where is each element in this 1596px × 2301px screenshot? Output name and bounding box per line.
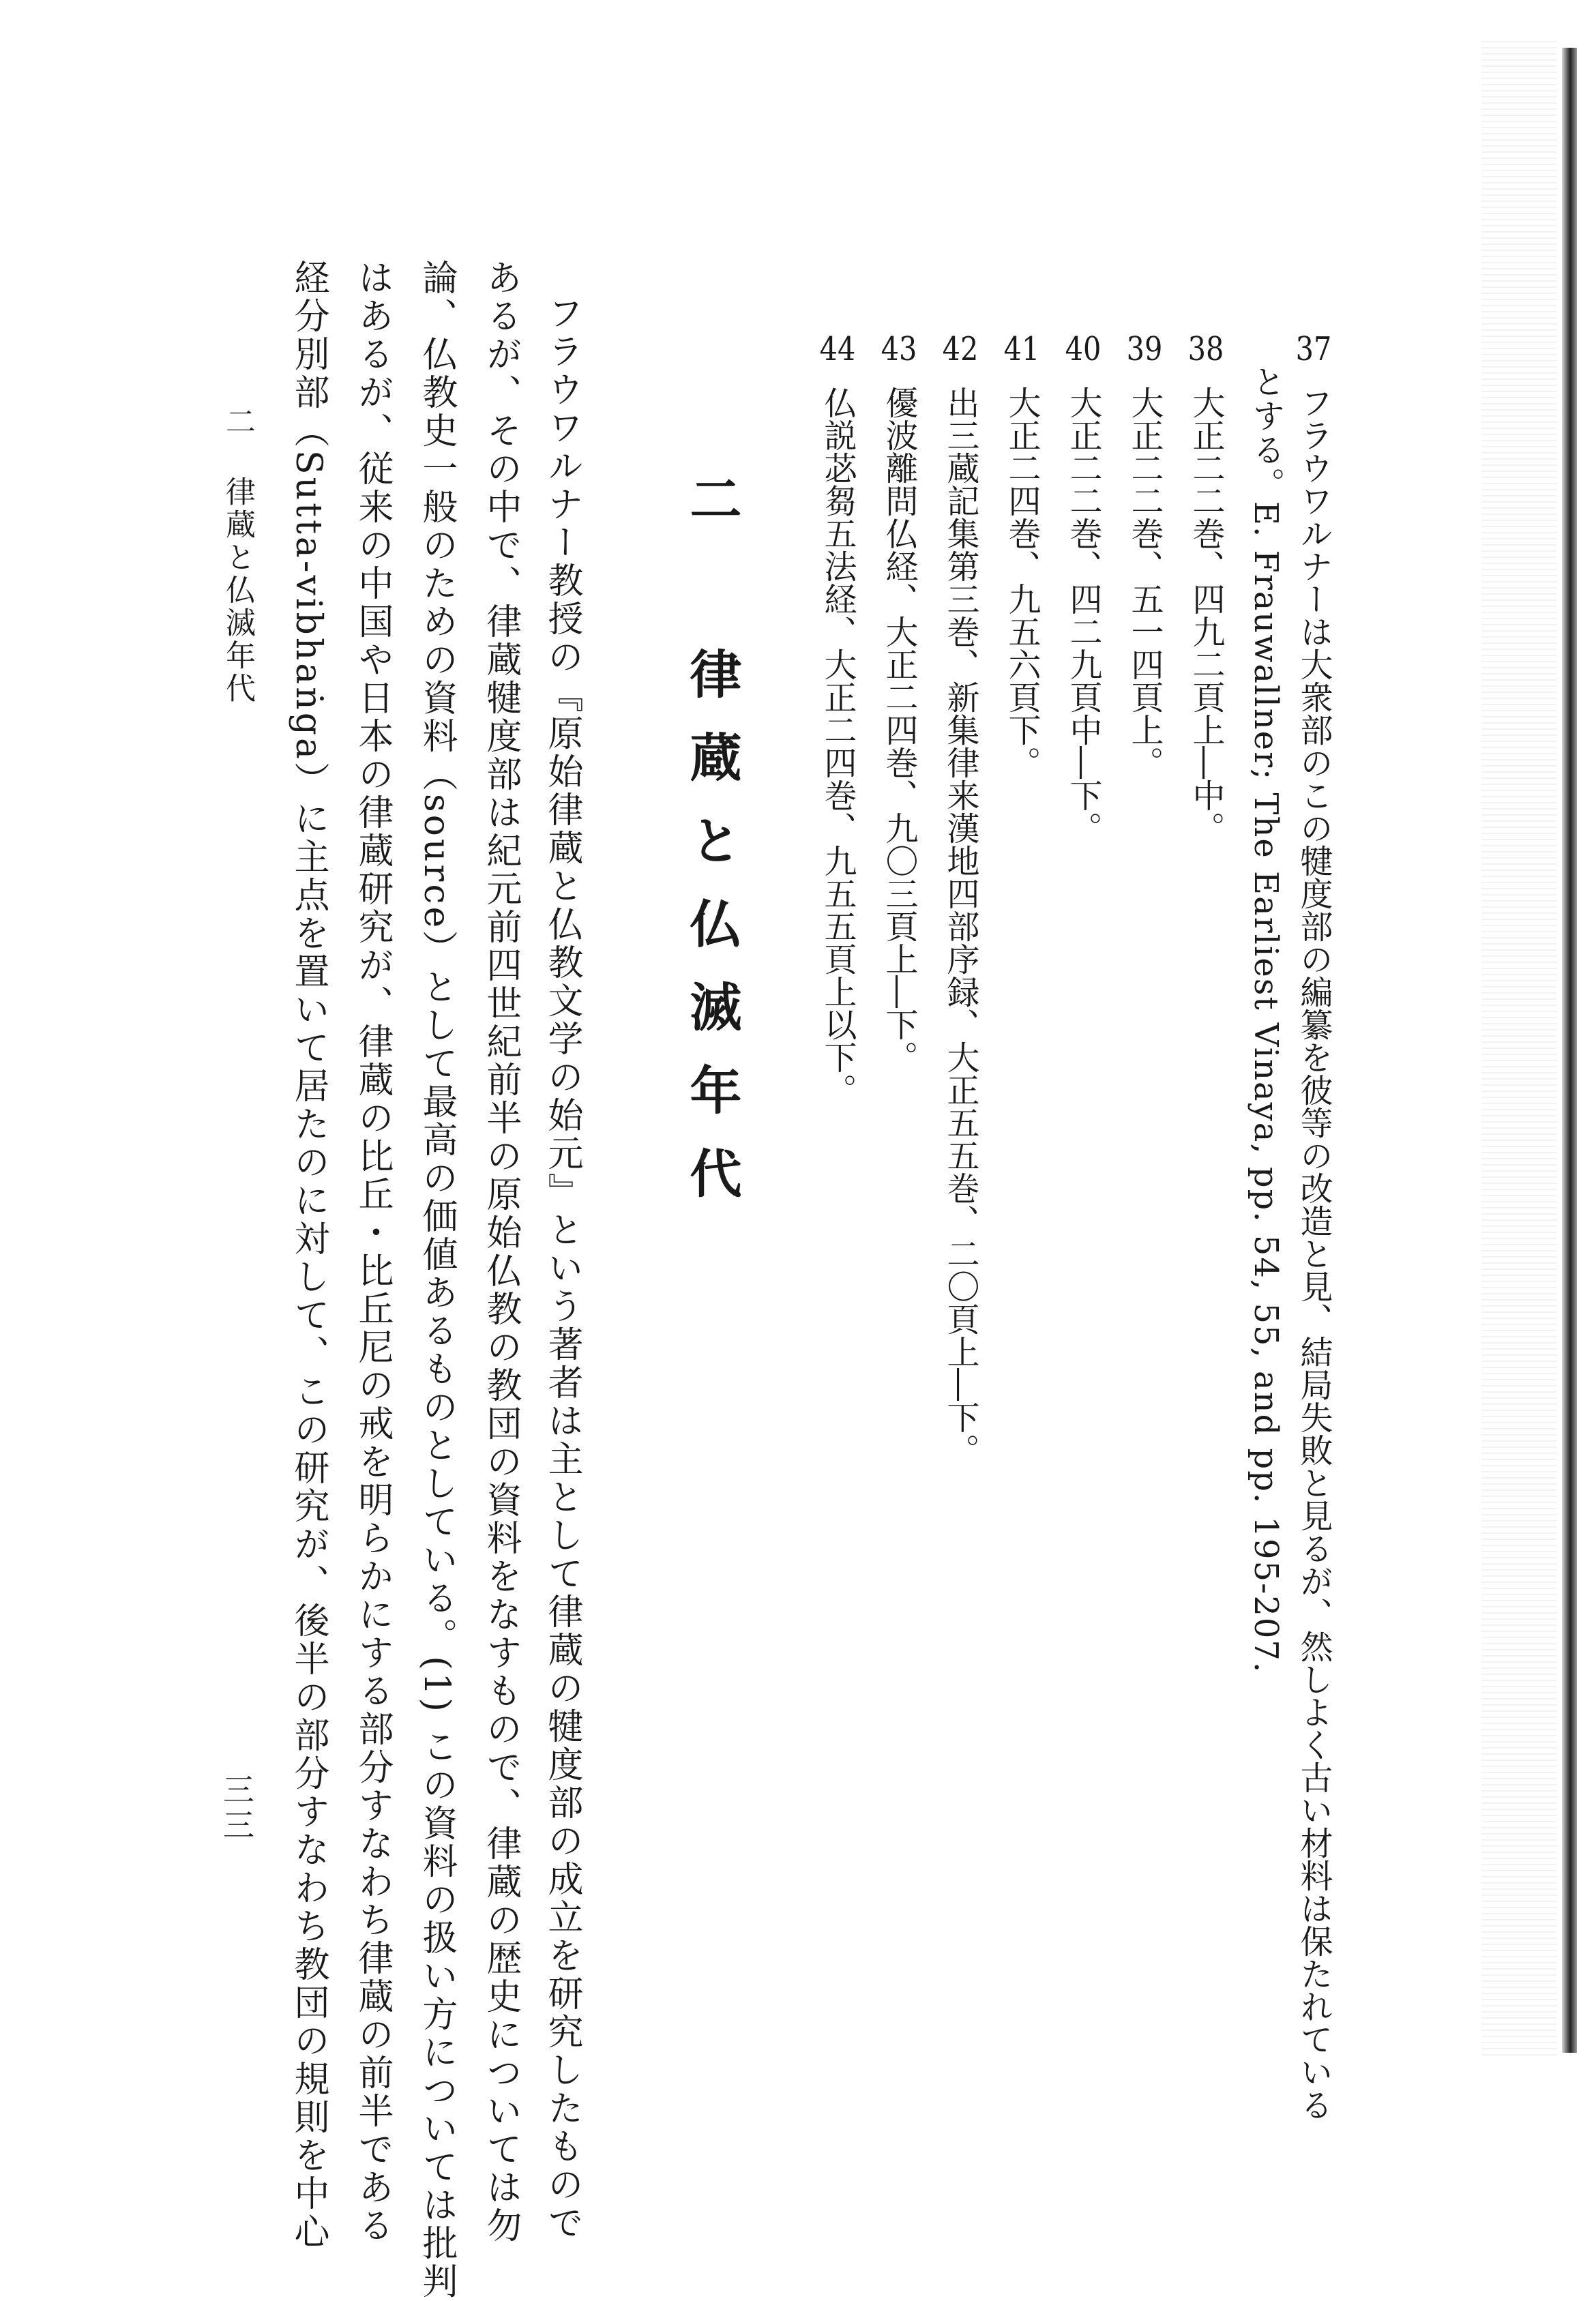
footnote-42: 42出三蔵記集第三巻、新集律来漢地四部序録、大正五五巻、二〇頁上―下。: [941, 333, 979, 1466]
body-line-3: 論、仏教史一般のための資料（source）として最高の価値あるものとしている。(1) この資料の扱い方については批判: [416, 259, 457, 2301]
footnote-number: 37: [1295, 333, 1332, 366]
footnote-number: 38: [1187, 333, 1224, 366]
footnote-37-line-2: とする。E. Frauwallner; The Earliest Vinaya, pp. 54, 55, and pp. 195-207.: [1247, 365, 1285, 1674]
body-line-5: 経分別部（Sutta-vibhaṅga）に主点を置いて居たのに対して、この研究が、後半の部分すなわち教団の規則を中心: [288, 259, 329, 2252]
footnote-number: 44: [819, 333, 856, 366]
page-number: 三三: [218, 1773, 255, 1844]
body-line-2: あるが、その中で、律蔵犍度部は紀元前四世紀前半の原始仏教の教団の資料をなすもので、律蔵の歴史については勿: [480, 259, 521, 2245]
section-heading: 二 律蔵と仏滅年代: [681, 472, 742, 1230]
footnote-40: 40大正二二巻、四二九頁中―下。: [1064, 333, 1102, 844]
footnote-41: 41大正二四巻、九五六頁下。: [1003, 333, 1041, 779]
footnote-number: 43: [881, 333, 917, 366]
running-title: 二 律蔵と仏滅年代: [220, 406, 255, 705]
footnote-39: 39大正二二巻、五一四頁上。: [1125, 333, 1164, 779]
body-line-1: フラウワルナー教授の『原始律蔵と仏教文学の始元』という著者は主として律蔵の犍度部の成立を研究したもので: [542, 295, 582, 2242]
body-line-4: はあるが、従来の中国や日本の律蔵研究が、律蔵の比丘・比丘尼の戒を明らかにする部分すなわち律蔵の前半である: [352, 259, 393, 2245]
footnote-43: 43優波離問仏経、大正二四巻、九〇三頁上―下。: [880, 333, 918, 1073]
footnote-37-line-1: 37フラウワルナーは大衆部のこの犍度部の編纂を彼等の改造と見、結局失敗と見るが、然しよく古い材料は保たれている: [1295, 333, 1333, 2121]
footnote-number: 41: [1003, 333, 1040, 366]
footnote-number: 42: [942, 333, 979, 366]
footnote-44: 44仏説苾芻五法経、大正二四巻、九五五頁上以下。: [818, 333, 857, 1106]
scan-speckle: [1481, 41, 1556, 2060]
footnote-38: 38大正二二巻、四九二頁上―中。: [1187, 333, 1225, 844]
footnote-number: 40: [1065, 333, 1102, 366]
footnote-number: 39: [1126, 333, 1163, 366]
scan-edge: [1562, 48, 1577, 2053]
